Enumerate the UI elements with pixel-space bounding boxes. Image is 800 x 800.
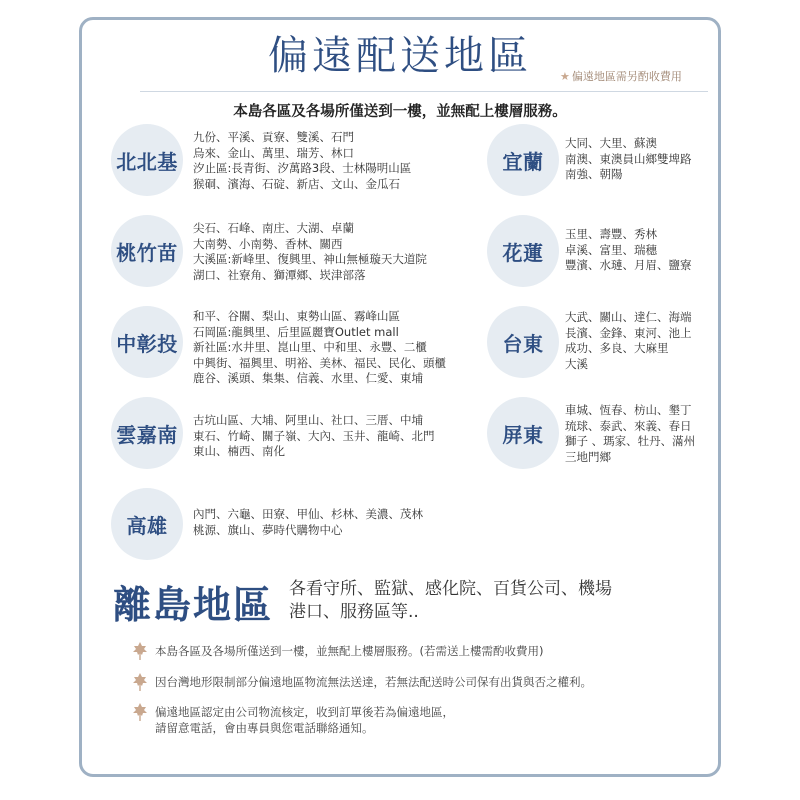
region-line: 新社區:水井里、崑山里、中和里、永豐、二櫃 [193,340,427,354]
region-name: 高雄 [126,513,168,538]
region-list-yunjianan [193,413,435,460]
islands-description [289,578,612,624]
region-line: 石岡區:龍興里、后里區麗寶Outlet mall [193,324,399,339]
region-line: 中興街、福興里、明裕、美林、福民、民化、頭櫃 [193,355,446,370]
page-title: 偏遠配送地區 [268,33,532,79]
region-line: 汐止區:長青街、汐萬路3段、士林陽明山區 [193,161,412,175]
region-name: 桃竹苗 [116,240,178,265]
note-text: 因台灣地形限制部分偏遠地區物流無法送達，若無法配送時公司保有出貨與否之權利。 [155,675,592,689]
region-line: 猴硐、濱海、石碇、新店、文山、金瓜石 [193,176,400,191]
region-line: 大南勢、小南勢、香林、關西 [193,236,343,251]
leaf-icon [132,641,148,661]
region-line: 尖石、石峰、南庄、大湖、卓蘭 [193,221,354,235]
fee-note-text: 偏遠地區需另酌收費用 [571,70,682,83]
subtitle: 本島各區及各場所僅送到一樓，並無配上樓層服務。 [233,104,567,120]
region-line: 琉球、泰武、來義、春日 [565,418,692,433]
region-list-beibeiji [193,130,411,192]
region-badge-beibeiji [111,124,183,196]
region-line: 和平、谷關、梨山、東勢山區、霧峰山區 [193,309,400,323]
region-line: 玉里、壽豐、秀林 [565,227,657,241]
title-divider [140,91,708,92]
note-line: 偏遠地區認定由公司物流核定，收到訂單後若為偏遠地區， [155,705,454,719]
region-name: 台東 [502,331,544,356]
region-line: 湖口、社寮角、獅潭鄉、崁津部落 [193,267,366,282]
region-line: 大溪 [565,356,588,371]
region-badge-yilan [487,124,559,196]
region-list-zhongzhangtou [193,309,446,387]
note-text [155,704,454,736]
region-line: 大武、關山、達仁、海端 [565,310,692,324]
islands-desc-line: 港口、服務區等.. [289,602,419,622]
region-list-taozhumiao [193,221,427,283]
region-line: 九份、平溪、貢寮、雙溪、石門 [193,130,354,144]
region-badge-kaohsiung [111,488,183,560]
region-badge-taitung [487,306,559,378]
region-name: 北北基 [116,149,178,174]
region-line: 長濱、金鋒、東河、池上 [565,325,692,340]
region-list-pingtung [565,403,695,465]
region-name: 花蓮 [502,240,544,265]
region-badge-hualien [487,215,559,287]
region-name: 雲嘉南 [116,422,178,447]
region-line: 桃源、旗山、夢時代購物中心 [193,522,343,537]
region-line: 大同、大里、蘇澳 [565,136,657,150]
star-icon: ★ [560,70,570,83]
region-name: 中彰投 [116,331,178,356]
region-line: 車城、恆春、枋山、墾丁 [565,403,692,417]
region-line: 古坑山區、大埔、阿里山、社口、三厝、中埔 [193,413,423,427]
region-line: 東石、竹崎、關子嶺、大內、玉井、龍崎、北門 [193,428,435,443]
fee-note [560,68,682,84]
region-line: 鹿谷、溪頭、集集、信義、水里、仁愛、東埔 [193,371,423,385]
region-line: 三地門鄉 [565,449,611,464]
region-line: 大溪區:新峰里、復興里、神山無極璇天大道院 [193,252,427,266]
leaf-icon [132,672,148,692]
region-badge-taozhumiao [111,215,183,287]
region-list-kaohsiung [193,507,423,538]
region-name: 屏東 [502,422,544,447]
islands-desc-line: 各看守所、監獄、感化院、百貨公司、機場 [289,579,612,599]
region-list-yilan [565,136,692,183]
region-line: 烏來、金山、萬里、瑞芳、林口 [193,145,354,160]
region-badge-zhongzhangtou [111,306,183,378]
note-text: 本島各區及各場所僅送到一樓，並無配上樓層服務。(若需送上樓需酌收費用) [155,644,544,658]
region-line: 獅子 、瑪家、牡丹、滿州 [565,434,696,448]
region-line: 南強、朝陽 [565,167,623,181]
region-name: 宜蘭 [502,149,544,174]
leaf-icon [132,702,148,722]
region-line: 豐濱、水璉、月眉、鹽寮 [565,258,692,272]
region-line: 內門、六龜、田寮、甲仙、杉林、美濃、茂林 [193,507,423,521]
region-list-hualien [565,227,692,274]
note-line: 請留意電話，會由專員與您電話聯絡通知。 [155,721,374,735]
region-line: 東山、楠西、南化 [193,444,285,458]
region-line: 成功、多良、大麻里 [565,341,669,355]
islands-title: 離島地區 [113,583,274,627]
region-line: 卓溪、富里、瑞穗 [565,242,657,257]
region-badge-yunjianan [111,397,183,469]
region-line: 南澳、東澳員山鄉雙埤路 [565,151,692,166]
region-badge-pingtung [487,397,559,469]
region-list-taitung [565,310,692,372]
